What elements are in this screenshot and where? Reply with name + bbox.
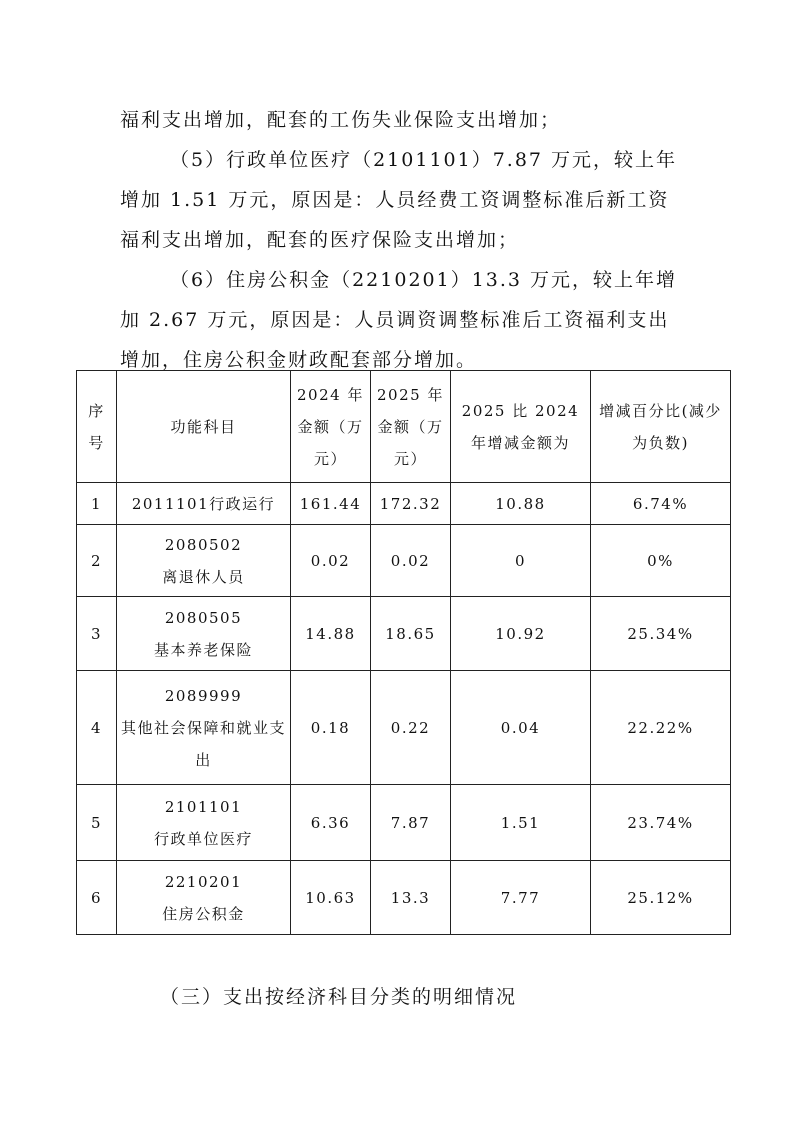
cell-subject — [117, 861, 291, 935]
header-diff: 2025 比 2024 年增减金额为 — [451, 371, 591, 483]
cell-code: 2011101 — [131, 494, 210, 513]
cell-pct: 6.74% — [591, 483, 731, 525]
table-row — [77, 525, 731, 597]
cell-pct: 22.22% — [591, 671, 731, 785]
cell-diff: 10.92 — [451, 597, 591, 671]
cell-seq: 1 — [77, 483, 117, 525]
cell-subject — [117, 483, 291, 525]
cell-code: 2101101 — [164, 797, 243, 816]
cell-name: 基本养老保险 — [153, 640, 253, 659]
cell-pct: 25.34% — [591, 597, 731, 671]
cell-diff: 0.04 — [451, 671, 591, 785]
function-subject-table — [76, 370, 731, 935]
cell-2025: 13.3 — [371, 861, 451, 935]
cell-2024: 0.02 — [291, 525, 371, 597]
cell-seq: 5 — [77, 785, 117, 861]
cell-2024: 10.63 — [291, 861, 371, 935]
cell-pct: 23.74% — [591, 785, 731, 861]
table-header-row — [77, 371, 731, 483]
paragraph-continuation: 福利支出增加，配套的工伤失业保险支出增加； — [120, 109, 562, 131]
header-seq: 序号 — [77, 371, 117, 483]
cell-2024: 6.36 — [291, 785, 371, 861]
paragraph-housing-fund: （6）住房公积金（2210201）13.3 万元，较上年增加 2.67 万元，原因是：人员调资调整标准后工资福利支出增加，住房公积金财政配套部分增加。 — [120, 269, 678, 371]
cell-seq: 6 — [77, 861, 117, 935]
cell-code: 2080505 — [164, 608, 243, 627]
table-row — [77, 483, 731, 525]
cell-2025: 0.22 — [371, 671, 451, 785]
cell-2025: 7.87 — [371, 785, 451, 861]
cell-seq: 3 — [77, 597, 117, 671]
section-heading: （三）支出按经济科目分类的明细情况 — [160, 986, 518, 1008]
cell-subject — [117, 525, 291, 597]
header-2024: 2024 年金额（万元） — [291, 371, 371, 483]
cell-diff: 0 — [451, 525, 591, 597]
cell-2024: 161.44 — [291, 483, 371, 525]
cell-2025: 0.02 — [371, 525, 451, 597]
cell-seq: 2 — [77, 525, 117, 597]
cell-2025: 172.32 — [371, 483, 451, 525]
table-row — [77, 861, 731, 935]
cell-subject — [117, 671, 291, 785]
cell-code: 2210201 — [164, 872, 243, 891]
table-row — [77, 671, 731, 785]
cell-2024: 0.18 — [291, 671, 371, 785]
cell-pct: 0% — [591, 525, 731, 597]
cell-2025: 18.65 — [371, 597, 451, 671]
table-row — [77, 785, 731, 861]
cell-name: 离退休人员 — [162, 567, 245, 586]
cell-seq: 4 — [77, 671, 117, 785]
cell-name: 住房公积金 — [162, 904, 245, 923]
cell-code: 2080502 — [164, 535, 243, 554]
paragraph-medical: （5）行政单位医疗（2101101）7.87 万元，较上年增加 1.51 万元，原因是：人员经费工资调整标准后新工资福利支出增加，配套的医疗保险支出增加； — [120, 149, 678, 251]
cell-name: 其他社会保障和就业支出 — [121, 718, 287, 769]
cell-pct: 25.12% — [591, 861, 731, 935]
cell-name: 行政单位医疗 — [153, 829, 253, 848]
header-pct: 增减百分比(减少为负数) — [591, 371, 731, 483]
cell-diff: 1.51 — [451, 785, 591, 861]
cell-code: 2089999 — [164, 686, 243, 705]
table-row — [77, 597, 731, 671]
cell-diff: 10.88 — [451, 483, 591, 525]
cell-diff: 7.77 — [451, 861, 591, 935]
cell-subject — [117, 597, 291, 671]
cell-subject — [117, 785, 291, 861]
cell-name: 行政运行 — [209, 494, 276, 513]
header-2025: 2025 年金额（万元） — [371, 371, 451, 483]
header-subject: 功能科目 — [117, 371, 291, 483]
cell-2024: 14.88 — [291, 597, 371, 671]
